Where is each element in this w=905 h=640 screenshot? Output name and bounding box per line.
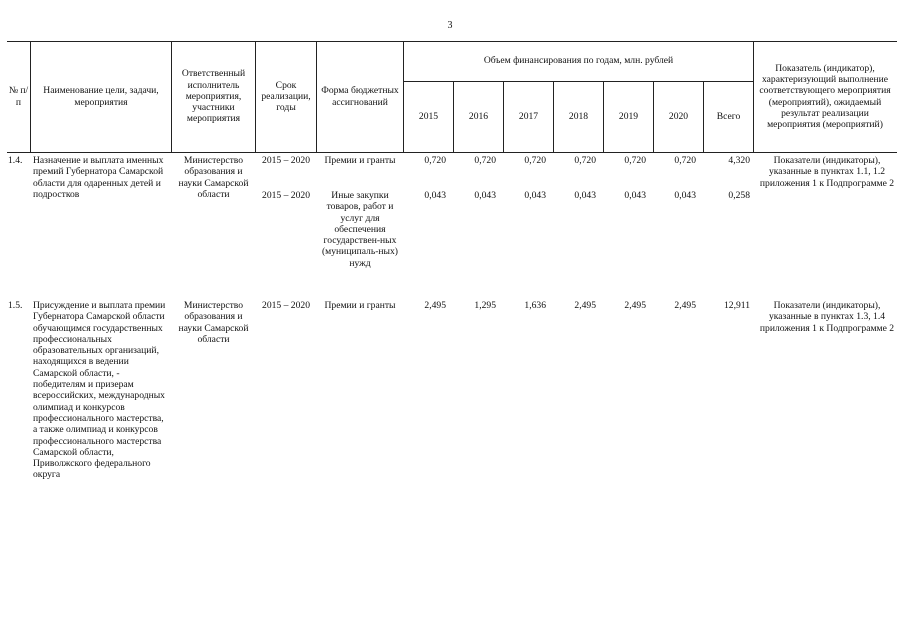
page-number: 3	[447, 20, 453, 31]
row-form: Премии и гранты	[324, 300, 396, 311]
row-term: 2015 – 2020	[262, 155, 310, 166]
header-term: Срок реализации, годы	[261, 79, 311, 114]
value-cell: 1,636	[524, 300, 546, 311]
value-cell: 0,043	[524, 190, 546, 201]
value-cell: 0,720	[524, 155, 546, 166]
value-cell: 0,720	[474, 155, 496, 166]
row-form: Иные закупки товаров, работ и услуг для обеспечения государствен-ных (муниципаль-ных) нужд	[321, 190, 398, 269]
row-executor: Министерство образования и науки Самарской области	[178, 155, 249, 200]
value-cell: 1,295	[474, 300, 496, 311]
row-term: 2015 – 2020	[262, 300, 310, 311]
total-cell: 12,911	[723, 300, 750, 311]
header-form: Форма бюджетных ассигнований	[321, 85, 399, 108]
header-funding: Объем финансирования по годам, млн. рублей	[483, 55, 674, 67]
row-indicator: Показатели (индикаторы), указанные в пунктах 1.1, 1.2 приложения 1 к Подпрограмме 2	[759, 155, 895, 189]
col-divider	[753, 41, 754, 152]
header-bottom-border	[7, 152, 897, 153]
value-cell: 0,720	[674, 155, 696, 166]
value-cell: 0,043	[574, 190, 596, 201]
header-year-2018: 2018	[568, 111, 589, 123]
header-total: Всего	[716, 111, 741, 123]
value-cell: 0,043	[474, 190, 496, 201]
total-cell: 0,258	[728, 190, 750, 201]
value-cell: 0,720	[624, 155, 646, 166]
total-cell: 4,320	[728, 155, 750, 166]
header-year-2016: 2016	[468, 111, 489, 123]
row-name: Присуждение и выплата премии Губернатора Самарской области обучающимся государственных профессиональных образовательных организаций, находящихся в ведении Самарской области, - победителям и призерам всероссийских, международных олимпиад и конкурсов профессионального мастерства, а также олимпиад и конкурсов профессионального мастерства Самарской области, Приволжского федерального округа	[33, 300, 166, 481]
value-cell: 0,720	[424, 155, 446, 166]
row-executor: Министерство образования и науки Самарской области	[178, 300, 249, 345]
value-cell: 2,495	[574, 300, 596, 311]
value-cell: 0,043	[624, 190, 646, 201]
row-form: Премии и гранты	[324, 155, 396, 166]
row-name: Назначение и выплата именных премий Губернатора Самарской области для одаренных детей и подростков	[33, 155, 164, 200]
value-cell: 0,043	[674, 190, 696, 201]
header-year-2015: 2015	[418, 111, 439, 123]
header-num: № п/п	[8, 85, 29, 108]
value-cell: 2,495	[674, 300, 696, 311]
value-cell: 2,495	[624, 300, 646, 311]
header-year-2019: 2019	[618, 111, 639, 123]
header-indicator: Показатель (индикатор), характеризующий выполнение соответствующего мероприятия (мероприятий), ожидаемый результат реализации мероприятия (мероприятий)	[759, 62, 891, 131]
row-indicator: Показатели (индикаторы), указанные в пунктах 1.3, 1.4 приложения 1 к Подпрограмме 2	[759, 300, 895, 334]
value-cell: 0,043	[424, 190, 446, 201]
row-num: 1.5.	[8, 300, 23, 311]
row-num: 1.4.	[8, 155, 23, 166]
value-cell: 2,495	[424, 300, 446, 311]
header-year-2017: 2017	[518, 111, 539, 123]
value-cell: 0,720	[574, 155, 596, 166]
header-name: Наименование цели, задачи, мероприятия	[43, 85, 159, 108]
header-year-2020: 2020	[668, 111, 689, 123]
header-executor: Ответственный исполнитель мероприятия, участники мероприятия	[181, 68, 246, 125]
row-term: 2015 – 2020	[262, 190, 310, 201]
